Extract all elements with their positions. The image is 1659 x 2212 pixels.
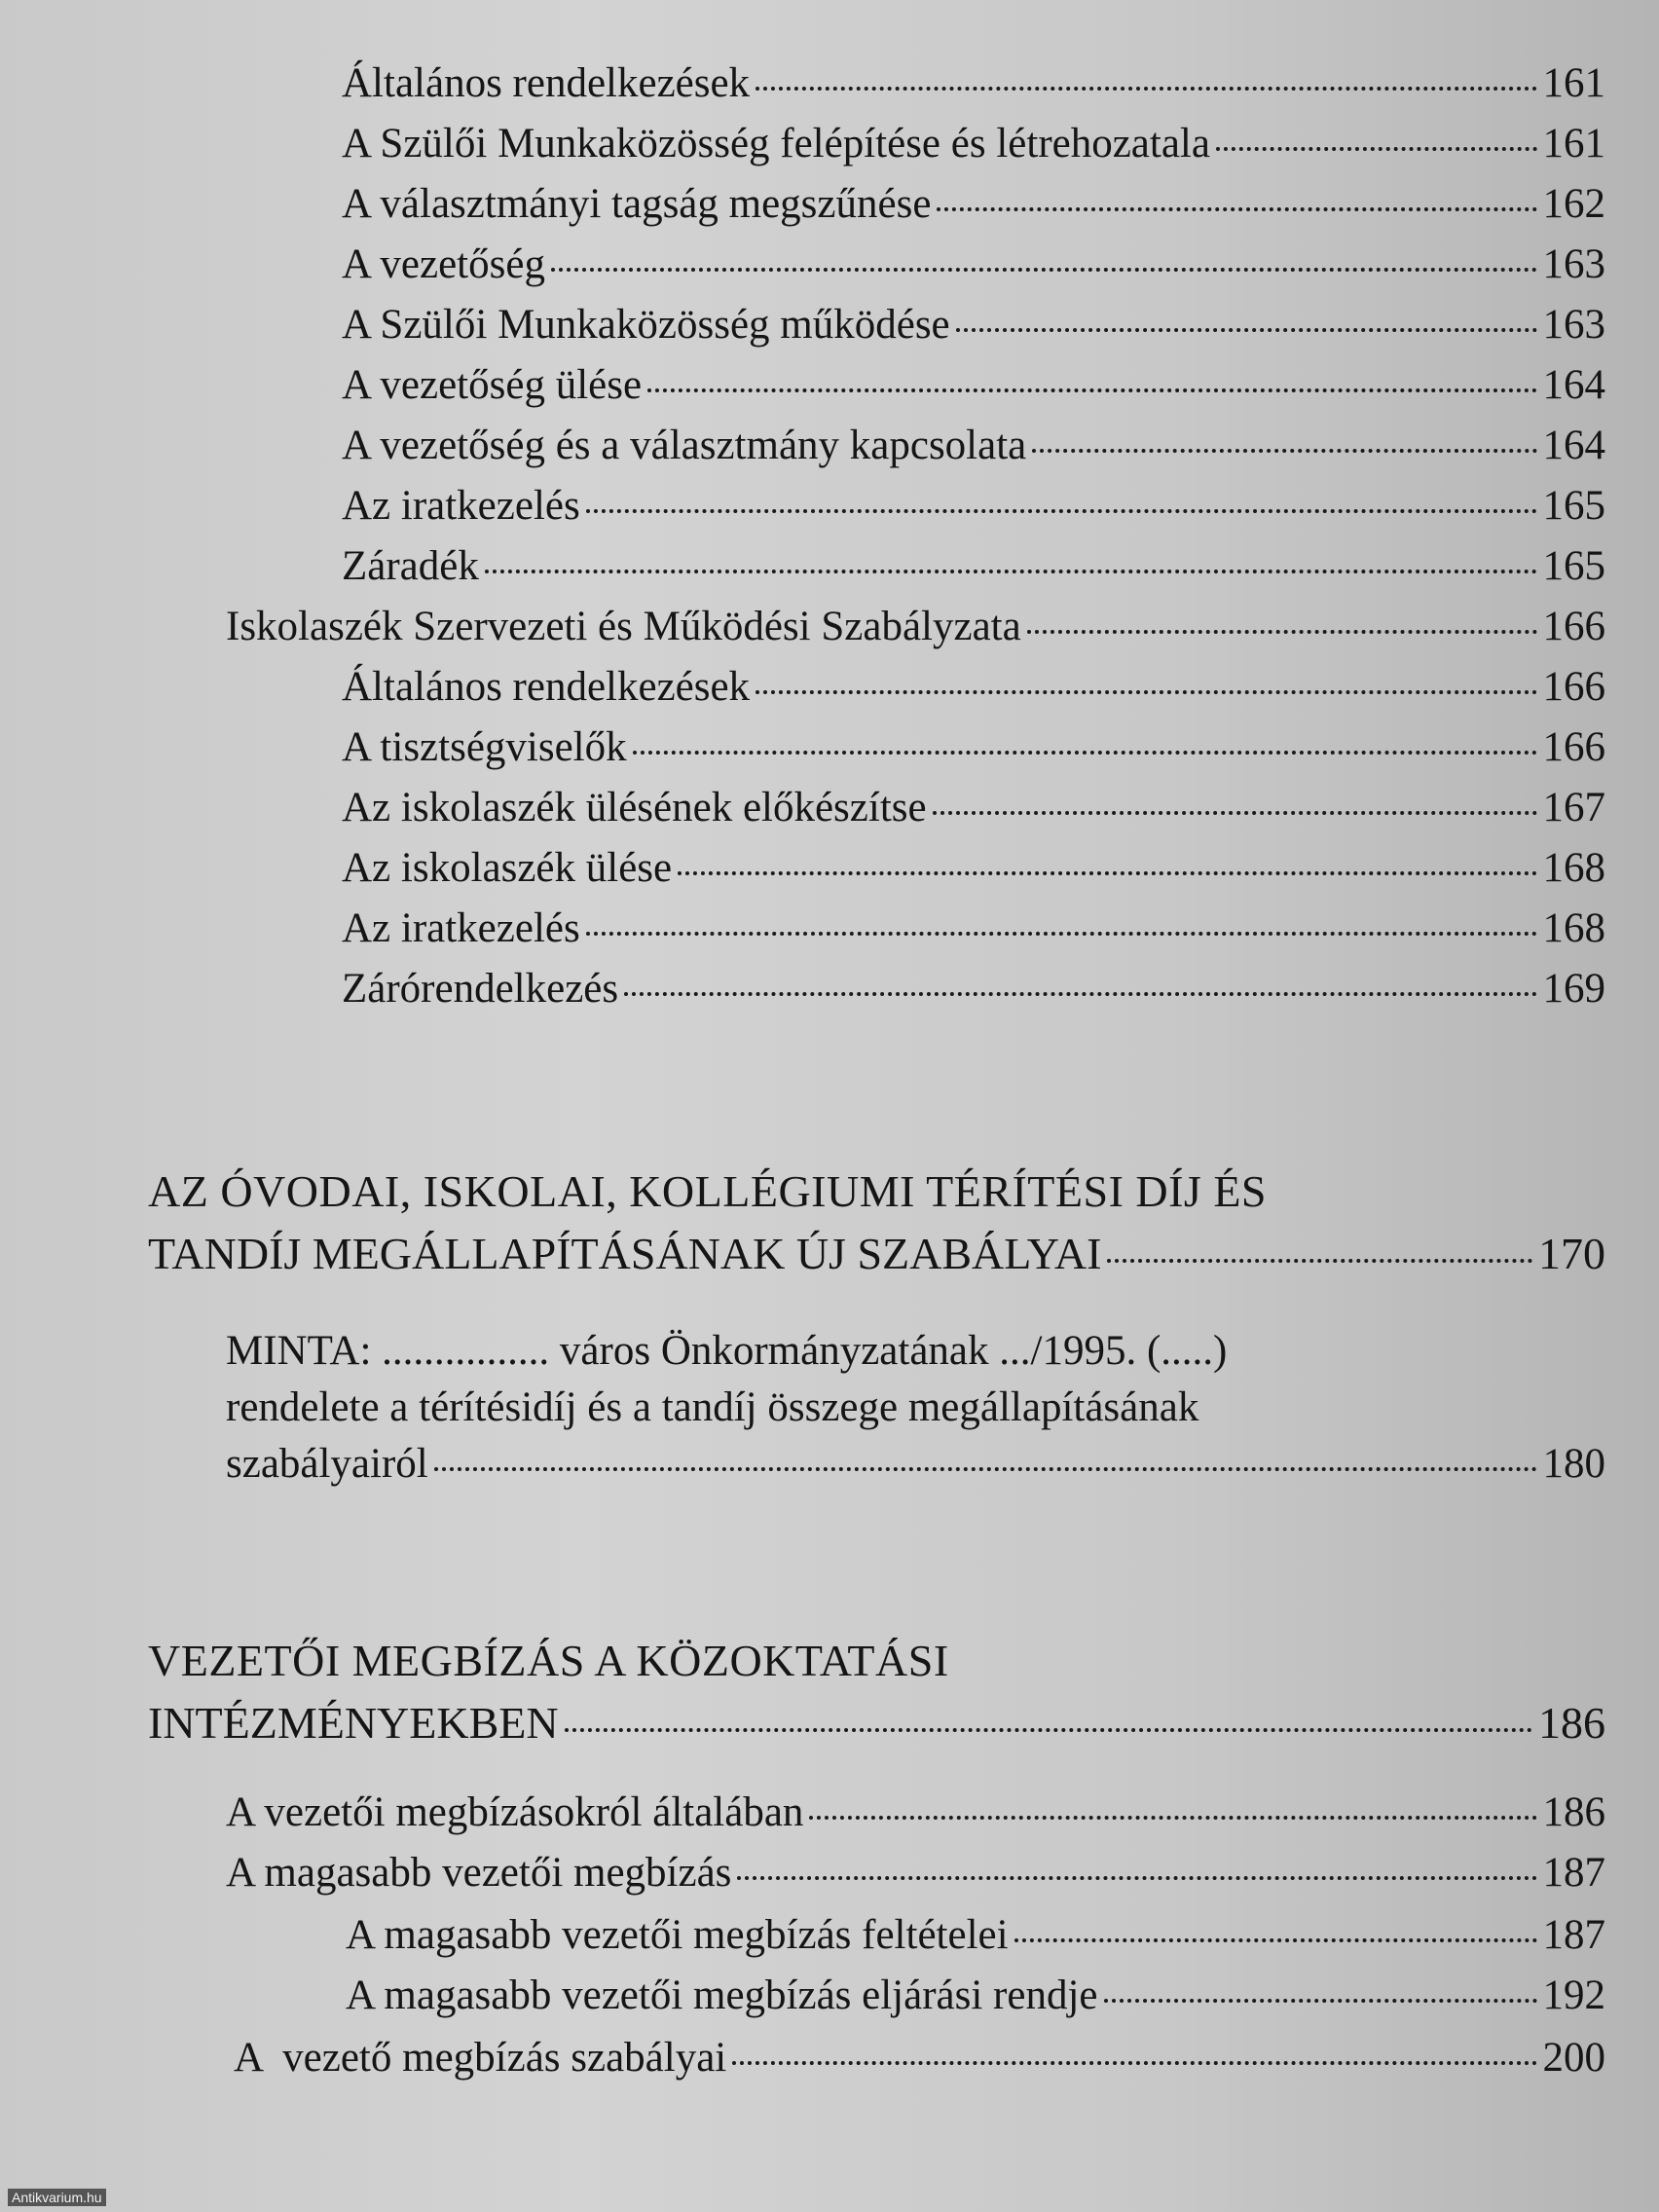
page-number: 165 [1542,483,1605,529]
page-number: 186 [1538,1698,1605,1748]
section-heading-entry: TANDÍJ MEGÁLLAPÍTÁSÁNAK ÚJ SZABÁLYAI 170 [148,1229,1605,1278]
toc-entry: szabályairól 180 [226,1439,1605,1490]
toc-entry: A választmányi tagság megszűnése 162 [342,179,1605,230]
toc-entry: A Szülői Munkaközösség működése 163 [342,300,1605,350]
toc-entry: A vezetőség 163 [342,240,1605,290]
section-heading: AZ ÓVODAI, ISKOLAI, KOLLÉGIUMI TÉRÍTÉSI DÍJ ÉS [148,1166,1268,1216]
page-number: 180 [1542,1441,1605,1487]
toc-entry: A vezetői megbízásokról általában 186 [226,1788,1605,1838]
watermark: Antikvarium.hu [8,2189,106,2206]
page-number: 164 [1542,362,1605,408]
toc-entry: Az iskolaszék ülése 168 [342,843,1605,894]
toc-entry: A Szülői Munkaközösség felépítése és létrehozatala 161 [342,119,1605,169]
toc-entry: A vezetőség ülése 164 [342,360,1605,411]
section-heading: VEZETŐI MEGBÍZÁS A KÖZOKTATÁSI [148,1636,949,1685]
toc-entry: A vezetőség és a választmány kapcsolata 164 [342,421,1605,471]
page-number: 166 [1542,604,1605,649]
page-number: 168 [1542,905,1605,951]
toc-entry: Az iratkezelés 168 [342,903,1605,954]
page-number: 192 [1542,1972,1605,2018]
page-number: 161 [1542,121,1605,166]
toc-entry: Általános rendelkezések 166 [342,662,1605,713]
page-number: 169 [1542,966,1605,1012]
page-number: 163 [1542,302,1605,348]
minta-line: rendelete a térítésidíj és a tandíj összege megállapításának [226,1384,1199,1430]
page-number: 164 [1542,423,1605,468]
page-number: 166 [1542,664,1605,710]
page-number: 162 [1542,181,1605,227]
page-number: 187 [1542,1850,1605,1896]
page-number: 168 [1542,845,1605,891]
toc-entry: Az iskolaszék ülésének előkészítse 167 [342,783,1605,833]
page-number: 170 [1538,1229,1605,1278]
section-heading-entry: INTÉZMÉNYEKBEN 186 [148,1698,1605,1748]
toc-entry: Általános rendelkezések 161 [342,58,1605,109]
toc-entry: Az iratkezelés 165 [342,481,1605,532]
toc-entry: A vezető megbízás szabályai 200 [234,2033,1605,2083]
page-number: 161 [1542,60,1605,106]
toc-entry: A tisztségviselők 166 [342,722,1605,773]
page-number: 165 [1542,543,1605,589]
page-number: 200 [1542,2035,1605,2081]
page-number: 163 [1542,241,1605,287]
page-number: 167 [1542,785,1605,830]
page-number: 187 [1542,1912,1605,1958]
page-number: 186 [1542,1789,1605,1835]
toc-entry: Zárórendelkezés 169 [342,964,1605,1014]
toc-entry: A magasabb vezetői megbízás feltételei 187 [346,1910,1605,1961]
toc-entry: Záradék 165 [342,541,1605,592]
page-number: 166 [1542,724,1605,770]
toc-entry: A magasabb vezetői megbízás 187 [226,1848,1605,1899]
minta-line: MINTA: ................ város Önkormányzatának .../1995. (.....) [226,1328,1228,1374]
toc-entry: A magasabb vezetői megbízás eljárási rendje 192 [346,1971,1605,2021]
toc-entry: Iskolaszék Szervezeti és Működési Szabályzata 166 [226,602,1605,652]
